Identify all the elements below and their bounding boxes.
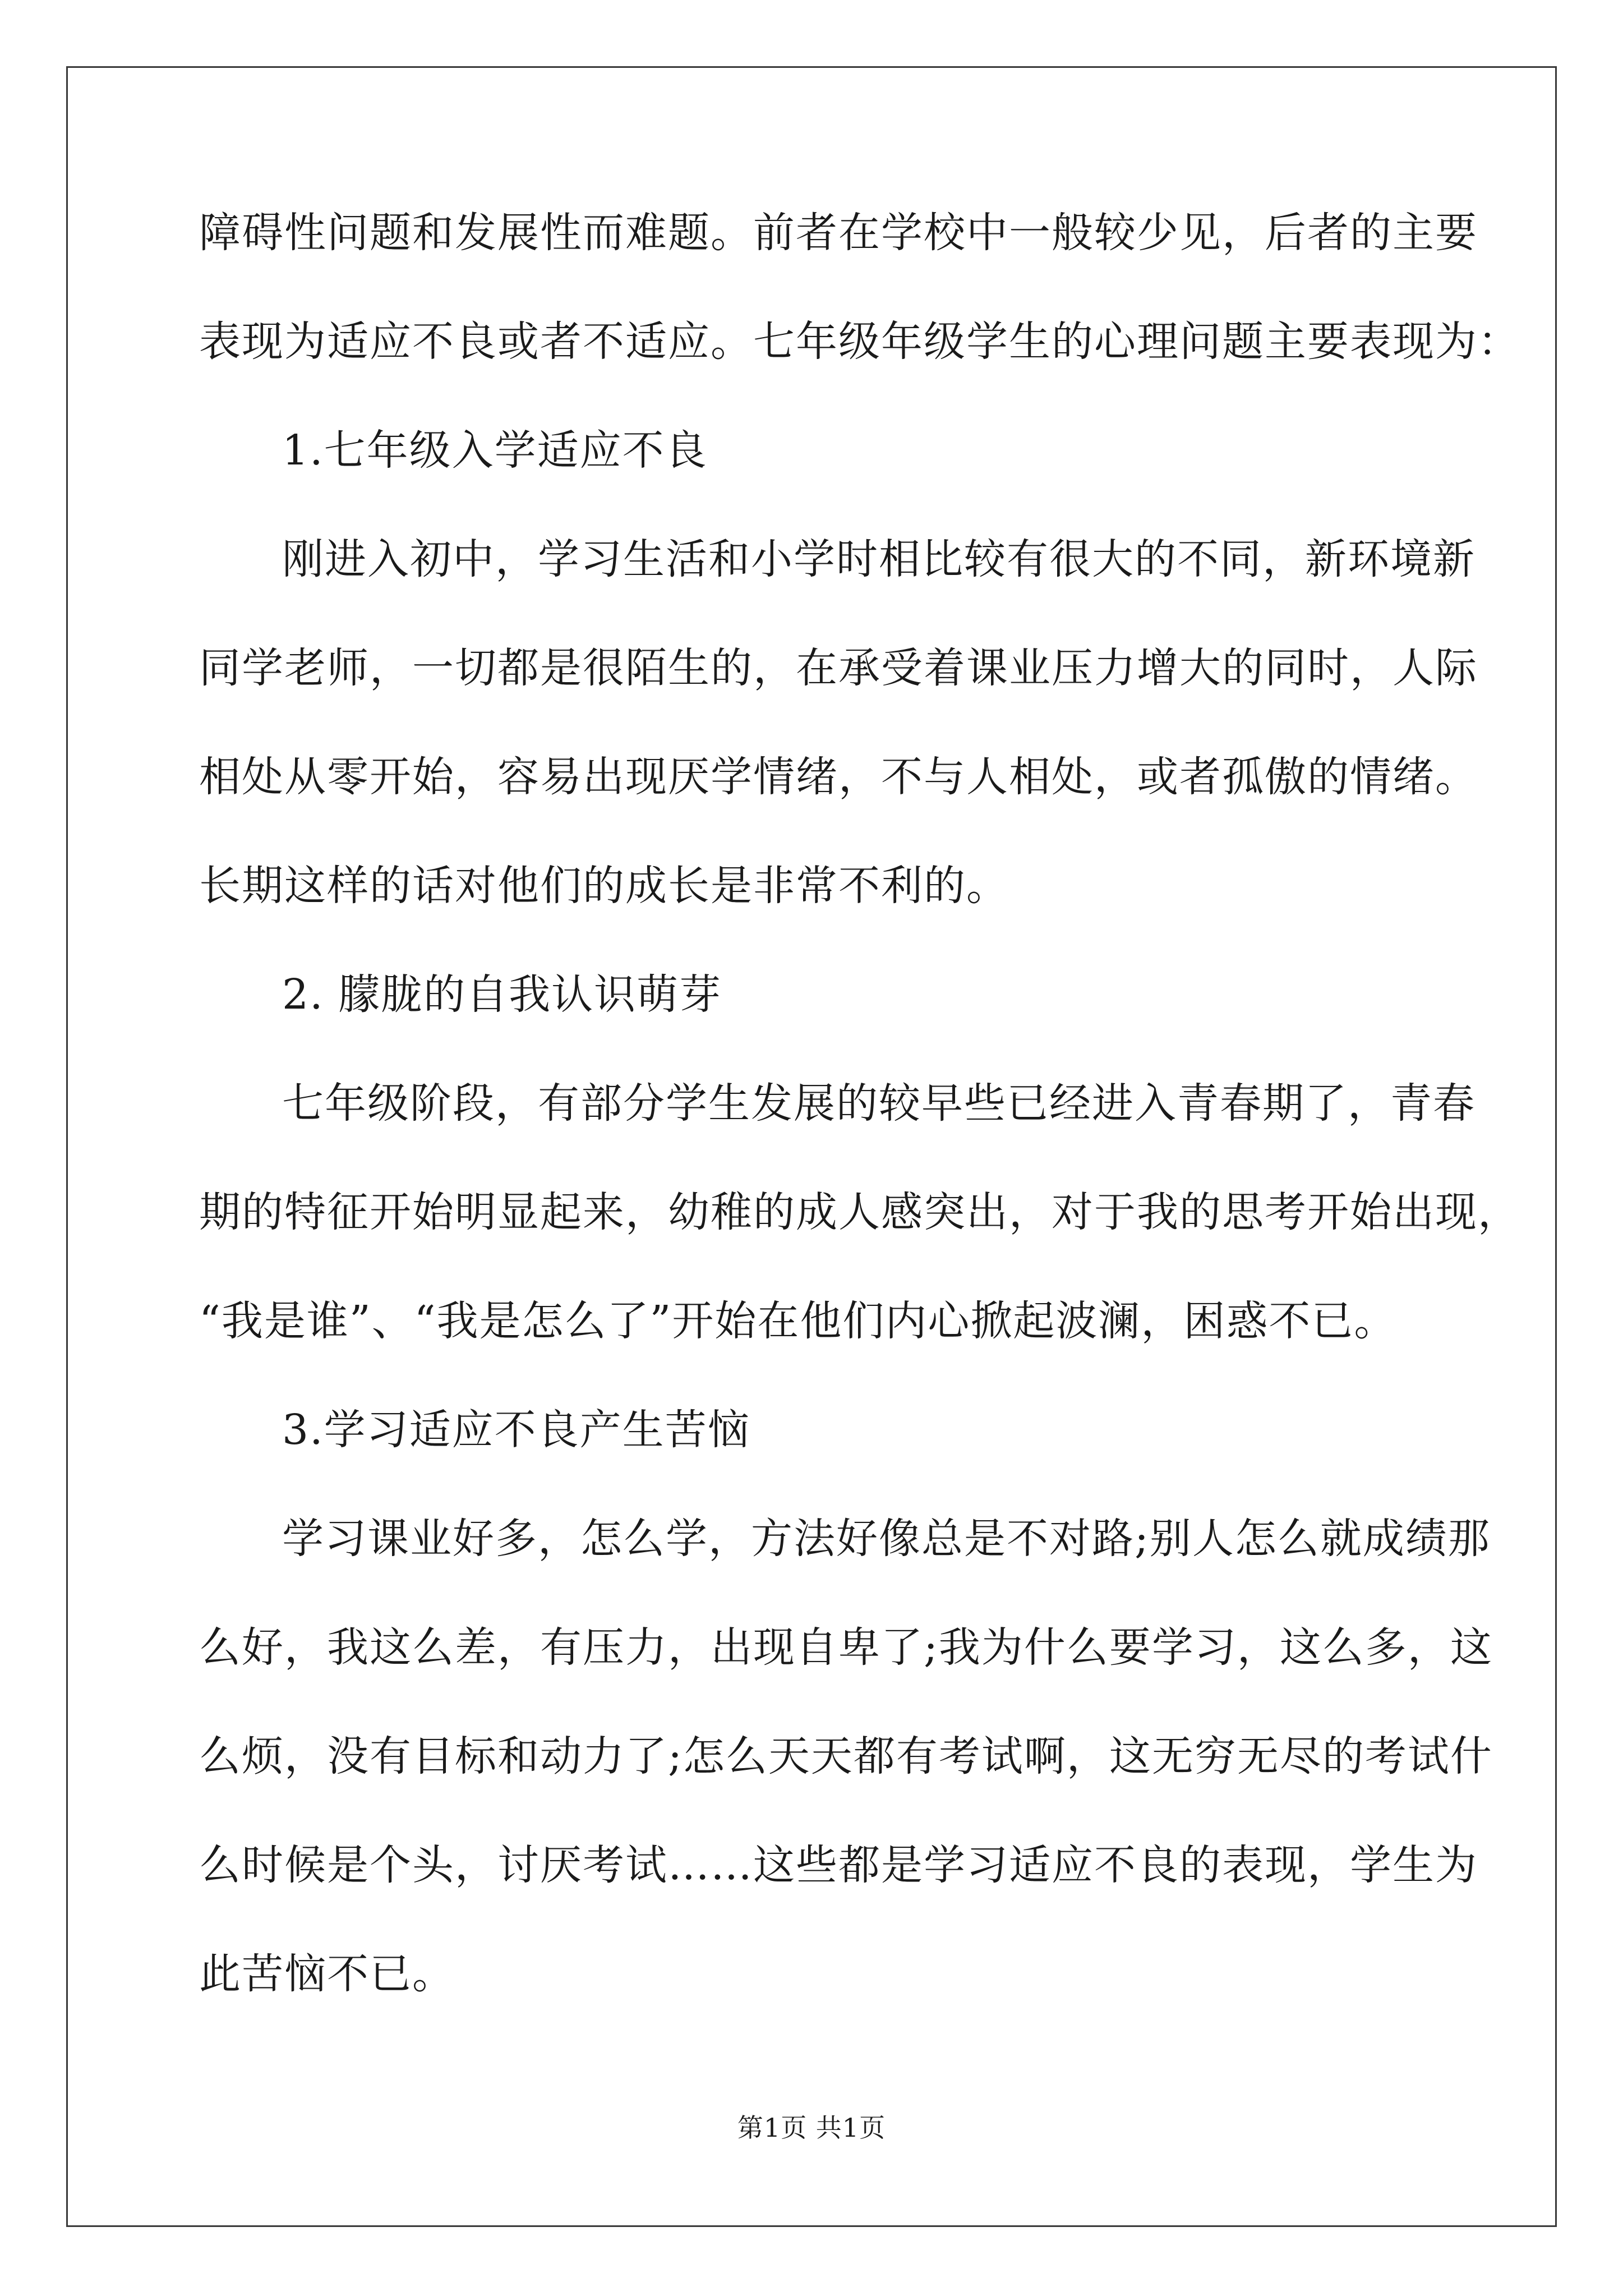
paragraph-line: 同学老师，一切都是很陌生的，在承受着课业压力增大的同时，人际	[199, 644, 1478, 692]
page-footer: 第1页 共1页	[737, 2113, 886, 2143]
paragraph-line: 相处从零开始，容易出现厌学情绪，不与人相处，或者孤傲的情绪。	[199, 753, 1478, 801]
paragraph-line: 七年级阶段，有部分学生发展的较早些已经进入青春期了，青春	[282, 1079, 1476, 1128]
section-heading: 2. 朦胧的自我认识萌芽	[282, 970, 722, 1019]
paragraph-line: 刚进入初中，学习生活和小学时相比较有很大的不同，新环境新	[282, 535, 1476, 583]
paragraph-line: 么好，我这么差，有压力，出现自卑了;我为什么要学习，这么多，这	[199, 1623, 1493, 1672]
paragraph-line: 此苦恼不已。	[199, 1950, 455, 1998]
paragraph-line: 障碍性问题和发展性而难题。前者在学校中一般较少见，后者的主要	[199, 209, 1478, 257]
section-heading: 1.七年级入学适应不良	[282, 426, 708, 475]
document-body	[199, 209, 1520, 1998]
paragraph-line: 长期这样的话对他们的成长是非常不利的。	[199, 862, 1009, 910]
paragraph-line: “我是谁”、“我是怎么了”开始在他们内心掀起波澜，困惑不已。	[199, 1297, 1397, 1345]
paragraph-line: 么时候是个头，讨厌考试……这些都是学习适应不良的表现，学生为	[199, 1841, 1478, 1889]
paragraph-line: 表现为适应不良或者不适应。七年级年级学生的心理问题主要表现为：	[199, 318, 1520, 366]
paragraph-line: 么烦，没有目标和动力了;怎么天天都有考试啊，这无穷无尽的考试什	[199, 1732, 1493, 1780]
paragraph-line: 学习课业好多，怎么学，方法好像总是不对路;别人怎么就成绩那	[282, 1515, 1491, 1563]
section-heading: 3.学习适应不良产生苦恼	[282, 1406, 750, 1454]
paragraph-line: 期的特征开始明显起来，幼稚的成人感突出，对于我的思考开始出现，	[199, 1188, 1520, 1236]
